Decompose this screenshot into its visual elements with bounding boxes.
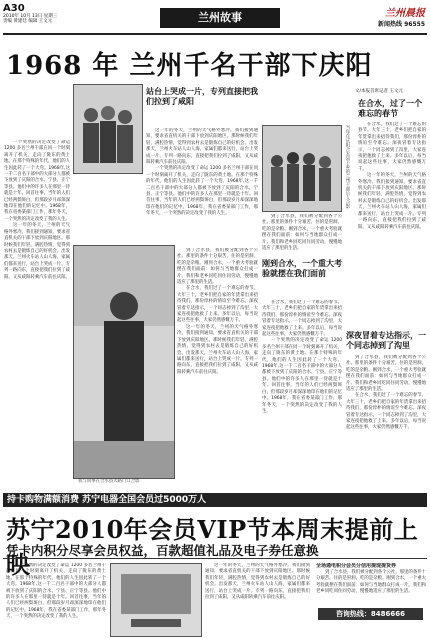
ad-banner: 持卡购物满额消费 苏宁电器全国会员过5000万人: [3, 493, 427, 507]
headline: 1968 年 兰州千名干部下庆阳: [6, 51, 373, 81]
ad-column-3-text: 到了合水县，我们被分配到各个公社。那里的条件十分艰苦，住的是窑洞，吃的是杂粮。刚到合水，一个重大考验就摆在我们面前：如何与当地群众打成一片。我们和老乡同吃同住同劳动，慢慢地适应了那里的生活。: [316, 570, 426, 595]
editor-line: 责编 黄建廷 编辑 王文元: [3, 19, 53, 24]
children-photo-image: [263, 126, 341, 211]
photo-caption-2: 我与同事在合水县大路门口合影: [78, 479, 140, 484]
column-6-text: 在合水，我们过了一个难忘的春节。大年三十，老乡们把自家的年货拿出来招待我们，那份淳朴的情谊至今难忘。深夜冒着专达指示，一个同志掉到了沟里，大家连夜把他救了上来。多年以后，每当说起这些往事，大家仍然感慨万千。: [358, 122, 426, 172]
subhead-3: 刚到合水，一个重大考验就摆在我们面前: [262, 258, 342, 278]
column-7-text: 到了合水县，我们被分配到各个公社。那里的条件十分艰苦，住的是窑洞，吃的是杂粮。刚到合水，一个重大考验就摆在我们面前：如何与当地群众打成一片。我们和老乡同吃同住同劳动，慢慢地适应了那里的生活。: [346, 355, 426, 393]
ad-subtitle: 凭卡内积分尽享会员权益，百款超值礼品及电子券任意换: [6, 543, 319, 558]
newspaper-logo: 兰州晨报: [385, 8, 425, 19]
ad-product-photo: [110, 563, 202, 637]
article-column-5: [262, 300, 342, 485]
date-line: 2010年 10月 13日 星期三: [3, 14, 58, 19]
article-column-7: [346, 355, 426, 485]
column-2-more: 一个突然的决定改变了命运 1200 多名兰州干部在同一个时刻离开了机关，走向了陇东的黄土地。在那个特殊的年代，他们的人生因此转了一个大弯。1968年,这一千二百名干部中的大部分人都被下放到了庆阳的合水、宁县、正宁等县。他们中的许多人在那里一待就是十年。回首往事，当年的人们已经两鬓斑白，但那段岁月却深深地印在他们的记忆中。1968年，我在省委某部门工作，那年冬天，一个突然的决定改变了我的人生。: [146, 166, 258, 217]
column-1-text: 一个突然的决定改变了命运 1200 多名兰州干部在同一个时刻离开了机关，走向了陇东的黄土地。在那个特殊的年代，他们的人生因此转了一个大弯。1968年,这一千二百名干部中的大部分人都被下放到了庆阳的合水、宁县、正宁等县。他们中的许多人在那里一待就是十年。回首往事，当年的人们已经两鬓斑白，但那段岁月却深深地印在他们的记忆中。1968年，我在省委某部门工作，那年冬天，一个突然的决定改变了我的人生。: [4, 140, 70, 222]
header-rule: [3, 33, 427, 35]
column-1-continued: 这一年的冬天，兰州的天气格外寒冷。我们接到通知，要求省直机关的干部下放到庆阳地区。那时候我们年轻，满腔热情，觉得到农村去是锻炼自己的好机会。出发那天，兰州火车站人山人海，家属们都来送行，站台上哭成一片。专列一路向东，直接把我们拉到了咸阳，又从咸阳转乘汽车前往庆阳。: [4, 223, 70, 280]
masthead-left: [3, 3, 57, 24]
group-photo-image: [74, 85, 142, 173]
hotline: [355, 19, 425, 28]
ad-footer-text: 全场通电积分会员分信用提现提货券: [316, 563, 397, 569]
byline: 文/本报首席记者 王文元: [355, 89, 403, 94]
masthead-right: [355, 4, 425, 28]
article-column-6: [358, 122, 426, 332]
ad-hotline: 咨询热线：8486666: [318, 608, 423, 620]
column-2-text: 这一年的冬天，兰州的天气格外寒冷。我们接到通知，要求省直机关的干部下放到庆阳地区。那时候我们年轻，满腔热情，觉得到农村去是锻炼自己的好机会。出发那天，兰州火车站人山人海，家属们都来送行，站台上哭成一片。专列一路向东，直接把我们拉到了咸阳，又从咸阳转乘汽车前往庆阳。: [146, 128, 258, 166]
photo-caption-1-text: 当年在庆阳合水县下乡的兰州干部后人合影: [345, 125, 350, 209]
article-column-2: [146, 128, 258, 246]
column-4-text: 到了合水县，我们被分配到各个公社。那里的条件十分艰苦，住的是窑洞，吃的是杂粮。刚到合水，一个重大考验就摆在我们面前：如何与当地群众打成一片。我们和老乡同吃同住同劳动，慢慢地适应了那里的生活。: [262, 214, 342, 252]
ad-column-2: [205, 563, 310, 635]
hotline-label: 新闻热线: [378, 21, 403, 28]
hotline-number: 96555: [404, 21, 425, 28]
ad-column-2-text: 这一年的冬天，兰州的天气格外寒冷。我们接到通知，要求省直机关的干部下放到庆阳地区。那时候我们年轻，满腔热情，觉得到农村去是锻炼自己的好机会。出发那天，兰州火车站人山人海，家属们都来送行，站台上哭成一片。专列一路向东，直接把我们拉到了咸阳，又从咸阳转乘汽车前往庆阳。: [205, 563, 310, 601]
column-7-more: 在合水，我们过了一个难忘的春节。大年三十，老乡们把自家的年货拿出来招待我们，那份淳朴的情谊至今难忘。深夜冒着专达指示，一个同志掉到了沟里，大家连夜把他救了上来。多年以后，每当说起这些往事，大家仍然感慨万千。: [346, 393, 426, 431]
section-title: 兰州故事: [160, 8, 280, 28]
column-3-more: 在合水，我们过了一个难忘的春节。大年三十，老乡们把自家的年货拿出来招待我们，那份淳朴的情谊至今难忘。深夜冒着专达指示，一个同志掉到了沟里，大家连夜把他救了上来。多年以后，每当说起这些往事，大家仍然感慨万千。: [177, 286, 258, 324]
portrait-photo: [73, 245, 175, 479]
article-column-4: [262, 214, 342, 256]
subhead-1: 站台上哭成一片，专列直接把我们拉到了咸阳: [146, 86, 258, 106]
ad-column-3: [316, 563, 426, 605]
subhead-2: 在合水，过了一个难忘的春节: [358, 98, 422, 118]
ad-column-1: [6, 563, 106, 635]
column-3-more-2: 这一年的冬天，兰州的天气格外寒冷。我们接到通知，要求省直机关的干部下放到庆阳地区。那时候我们年轻，满腔热情，觉得到农村去是锻炼自己的好机会。出发那天，兰州火车站人山人海，家属们都来送行，站台上哭成一片。专列一路向东，直接把我们拉到了咸阳，又从咸阳转乘汽车前往庆阳。: [177, 324, 258, 375]
column-6-more: 这一年的冬天，兰州的天气格外寒冷。我们接到通知，要求省直机关的干部下放到庆阳地区。那时候我们年轻，满腔热情，觉得到农村去是锻炼自己的好机会。出发那天，兰州火车站人山人海，家属们都来送行，站台上哭成一片。专列一路向东，直接把我们拉到了咸阳，又从咸阳转乘汽车前往庆阳。: [358, 173, 426, 230]
column-5-more: 一个突然的决定改变了命运 1200 多名兰州干部在同一个时刻离开了机关，走向了陇东的黄土地。在那个特殊的年代，他们的人生因此转了一个大弯。1968年,这一千二百名干部中的大部分人都被下放到了庆阳的合水、宁县、正宁等县。他们中的许多人在那里一待就是十年。回首往事，当年的人们已经两鬓斑白，但那段岁月却深深地印在他们的记忆中。1968年，我在省委某部门工作，那年冬天，一个突然的决定改变了我的人生。: [262, 338, 342, 414]
column-5-text: 在合水，我们过了一个难忘的春节。大年三十，老乡们把自家的年货拿出来招待我们，那份淳朴的情谊至今难忘。深夜冒着专达指示，一个同志掉到了沟里，大家连夜把他救了上来。多年以后，每当说起这些往事，大家仍然感慨万千。: [262, 300, 342, 338]
article-column-1: [4, 140, 70, 485]
ad-rule: [3, 558, 427, 559]
article-column-3: [177, 248, 258, 483]
portrait-photo-image: [74, 246, 174, 478]
ad-title: 苏宁2010年会员VIP节本周末提前上映: [6, 515, 419, 579]
group-photo: [73, 84, 143, 174]
children-photo: [262, 125, 342, 212]
photo-caption-1: [342, 125, 350, 215]
column-3-text: 到了合水县，我们被分配到各个公社。那里的条件十分艰苦，住的是窑洞，吃的是杂粮。刚到合水，一个重大考验就摆在我们面前：如何与当地群众打成一片。我们和老乡同吃同住同劳动，慢慢地适应了那里的生活。: [177, 248, 258, 286]
ad-column-1-text: 一个突然的决定改变了命运 1200 多名兰州干部在同一个时刻离开了机关，走向了陇东的黄土地。在那个特殊的年代，他们的人生因此转了一个大弯。1968年,这一千二百名干部中的大部分人都被下放到了庆阳的合水、宁县、正宁等县。他们中的许多人在那里一待就是十年。回首往事，当年的人们已经两鬓斑白，但那段岁月却深深地印在他们的记忆中。1968年，我在省委某部门工作，那年冬天，一个突然的决定改变了我的人生。: [6, 563, 106, 620]
page-number: A30: [3, 3, 25, 14]
subhead-4: 深夜冒着专达指示，一个同志掉到了沟里: [346, 330, 426, 350]
ad-product-image: [111, 564, 201, 636]
